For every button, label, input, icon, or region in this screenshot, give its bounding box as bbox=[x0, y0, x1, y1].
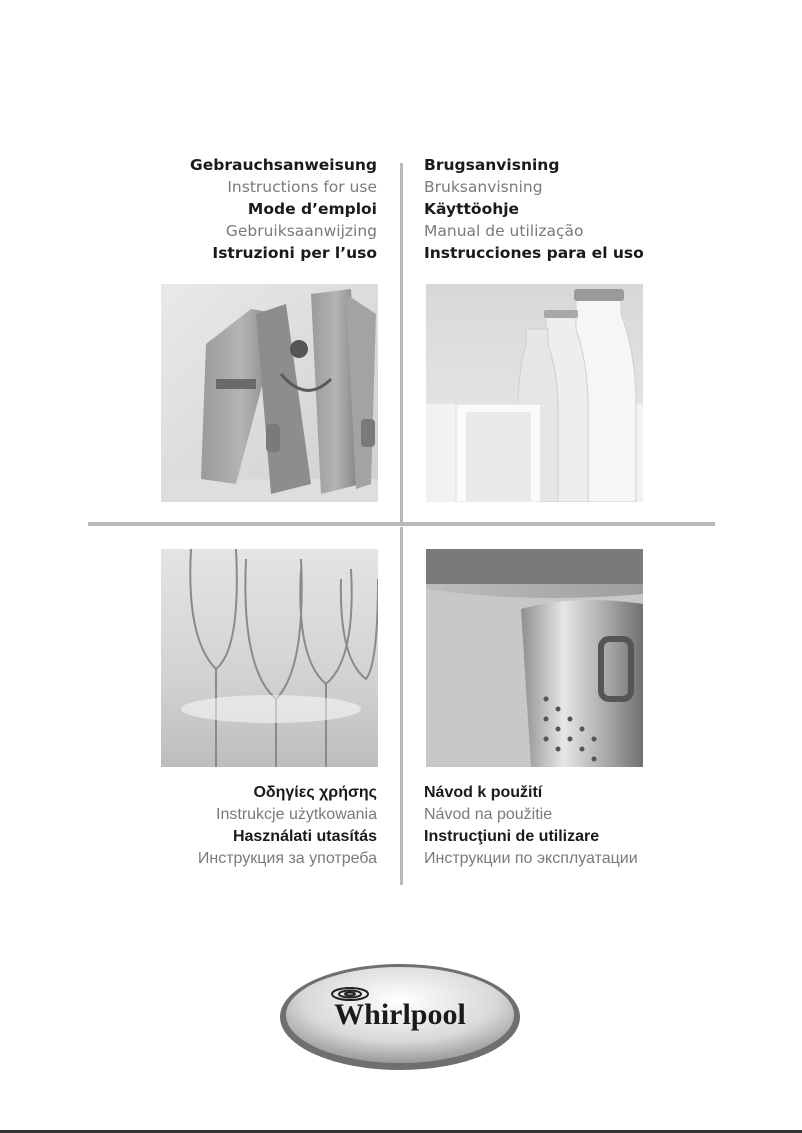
language-title: Istruzioni per l’uso bbox=[212, 244, 377, 262]
language-title: Bruksanvisning bbox=[424, 178, 543, 196]
language-title: Mode d’emploi bbox=[247, 200, 377, 218]
language-title: Instrukcje użytkowania bbox=[216, 806, 377, 823]
language-title: Instrucciones para el uso bbox=[424, 244, 644, 262]
language-list-top-left bbox=[190, 154, 377, 264]
milk-bottles-photo bbox=[426, 284, 643, 502]
horizontal-divider bbox=[88, 522, 715, 526]
language-title: Návod na použitie bbox=[424, 806, 553, 823]
language-title: Manual de utilização bbox=[424, 222, 584, 240]
language-title: Инструкции по эксплуатации bbox=[424, 850, 638, 867]
language-title: Käyttöohje bbox=[424, 200, 520, 218]
language-title: Gebruiksaanwijzing bbox=[225, 222, 377, 240]
colander-pot-photo bbox=[426, 549, 643, 767]
language-list-top-right bbox=[424, 154, 644, 264]
language-title: Használati utasítás bbox=[232, 828, 377, 845]
language-title: Οδηγίες χρήσης bbox=[253, 784, 377, 801]
whirlpool-logo bbox=[278, 962, 522, 1072]
vertical-divider-top bbox=[400, 163, 403, 523]
language-title: Brugsanvisning bbox=[424, 156, 560, 174]
language-list-bottom-left bbox=[198, 782, 377, 870]
language-title: Instrucţiuni de utilizare bbox=[424, 828, 600, 845]
brand-name: Whirlpool bbox=[334, 998, 466, 1031]
language-title: Návod k použití bbox=[424, 784, 543, 801]
language-title: Gebrauchsanweisung bbox=[190, 156, 377, 174]
clothespins-photo bbox=[161, 284, 378, 502]
language-title: Инструкция за употреба bbox=[197, 850, 377, 867]
language-title: Instructions for use bbox=[227, 178, 377, 196]
vertical-divider-bottom bbox=[400, 527, 403, 885]
wine-glasses-photo bbox=[161, 549, 378, 767]
language-list-bottom-right bbox=[424, 782, 638, 870]
